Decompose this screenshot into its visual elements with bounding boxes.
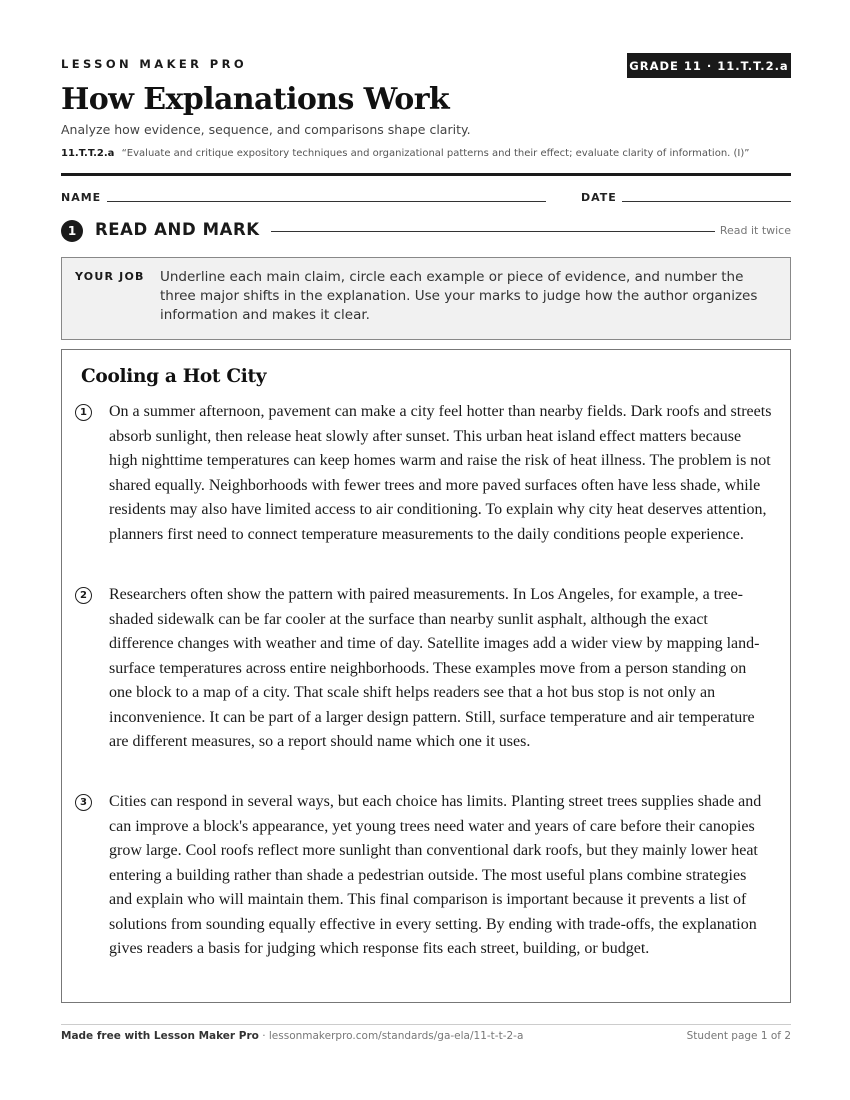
worksheet-page — [61, 0, 791, 1100]
reading-passage-box — [61, 349, 791, 1003]
page-title: How Explanations Work — [61, 82, 450, 117]
section-number-badge: 1 — [61, 220, 83, 242]
grade-badge: GRADE 11 · 11.T.T.2.a — [627, 53, 791, 78]
section-note: Read it twice — [719, 224, 791, 237]
date-field[interactable] — [622, 201, 791, 202]
header-divider — [61, 173, 791, 176]
paragraph-number: 2 — [75, 587, 92, 604]
section-title: READ AND MARK — [95, 220, 260, 239]
instructions-text: Underline each main claim, circle each example or piece of evidence, and number the three major shifts in the explanation. Use your marks to judge how the author organizes information and makes it clear. — [160, 269, 758, 323]
name-field[interactable] — [107, 201, 546, 202]
instructions-box — [61, 257, 791, 340]
instructions-label: YOUR JOB — [75, 270, 145, 283]
paragraph-text: Cities can respond in several ways, but each choice has limits. Planting street trees supplies shade and can improve a block's appearance, yet young trees need water and years of care before their canopies grow large. Cool roofs reflect more sunlight than conventional dark roofs, but they mainly lower heat entering a building rather than shade a pedestrian outside. The most useful plans combine strategies and explain who will maintain them. This final comparison is important because it prevents a list of solutions from sounding equally effective in every setting. By ending with trade-offs, the explanation gives readers a basis for judging which response fits each street, building, or budget. — [109, 793, 762, 957]
standard-code: 11.T.T.2.a — [61, 148, 115, 159]
standard-line — [61, 148, 749, 159]
footer-credit — [61, 1030, 523, 1042]
paragraph-text: Researchers often show the pattern with paired measurements. In Los Angeles, for example, a tree-shaded sidewalk can be far cooler at the surface than nearby sunlit asphalt, although the exact difference changes with weather and time of day. Satellite images add a wider view by mapping land-surface temperatures across entire neighborhoods. These examples move from a person standing on one block to a map of a city. That scale shift helps readers see that a hot bus stop is not only an inconvenience. It can be part of a larger design pattern. Still, surface temperature and air temperature are different measures, so a report should name which one it uses. — [109, 586, 760, 750]
brand-name: LESSON MAKER PRO — [61, 57, 248, 71]
standard-text: “Evaluate and critique expository techniques and organizational patterns and their effect; evaluate clarity of information. (I)” — [121, 148, 750, 159]
name-label: NAME — [61, 191, 102, 204]
paragraph-text: On a summer afternoon, pavement can make a city feel hotter than nearby fields. Dark roofs and streets absorb sunlight, then release heat slowly after sunset. This urban heat island effect matters because high nighttime temperatures can keep homes warm and raise the risk of heat illness. The problem is not shared equally. Neighborhoods with fewer trees and more paved surfaces often have less shade, while residents may also have limited access to air conditioning. To explain why city heat deserves attention, planners first need to connect temperature measurements to the daily conditions people experience. — [109, 403, 772, 543]
date-label: DATE — [581, 191, 617, 204]
paragraph-number: 3 — [75, 794, 92, 811]
section-divider — [271, 231, 715, 232]
footer-divider — [61, 1024, 791, 1025]
passage-title: Cooling a Hot City — [81, 366, 267, 387]
page-subtitle: Analyze how evidence, sequence, and comparisons shape clarity. — [61, 122, 471, 137]
footer-made-with: Made free with Lesson Maker Pro — [61, 1030, 259, 1042]
page-number: Student page 1 of 2 — [686, 1030, 791, 1042]
footer-url: · lessonmakerpro.com/standards/ga-ela/11-t-t-2-a — [258, 1030, 524, 1042]
paragraph-number: 1 — [75, 404, 92, 421]
